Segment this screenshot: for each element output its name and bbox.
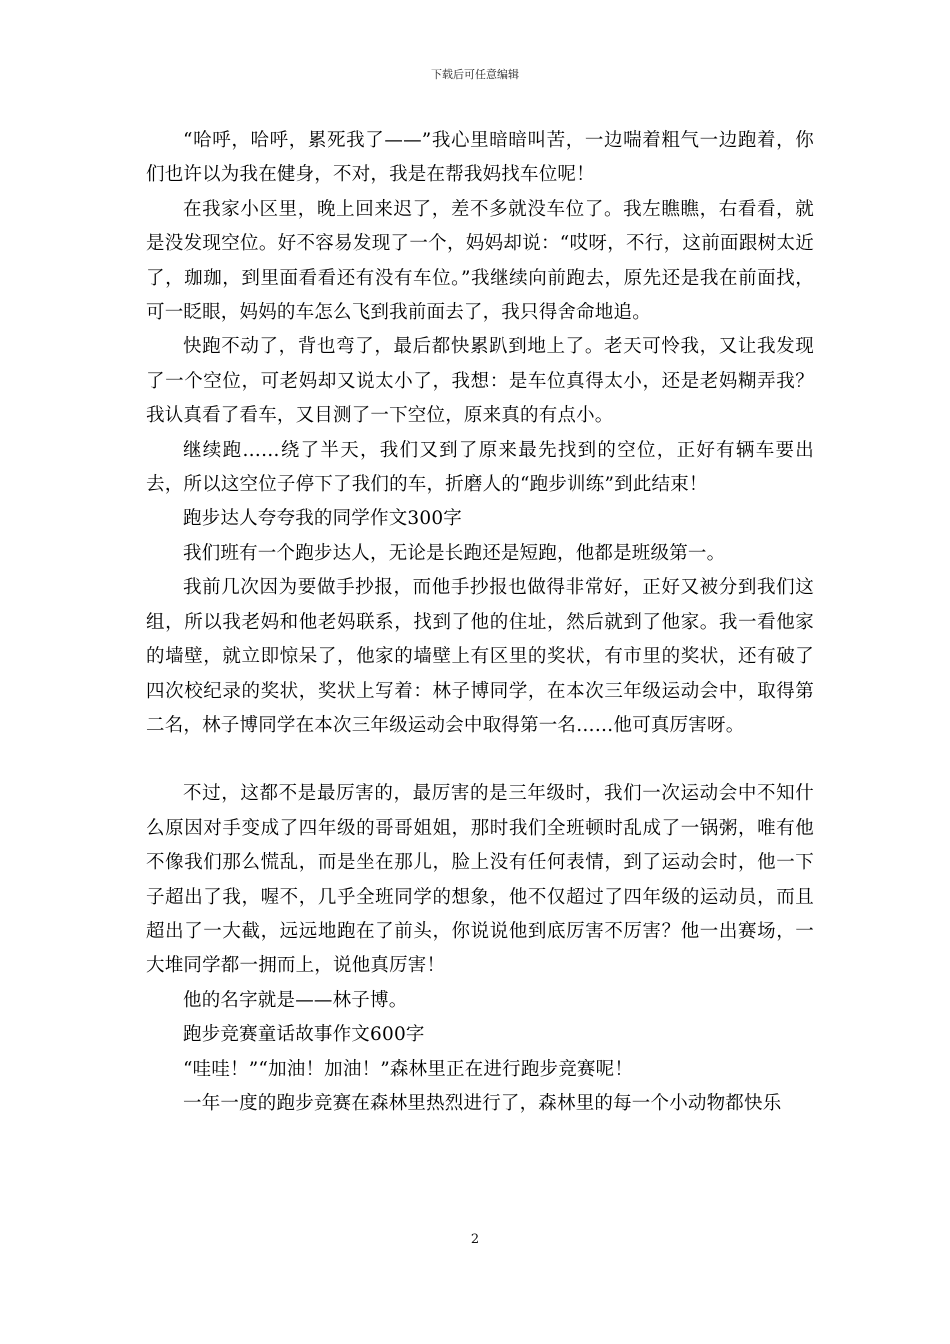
paragraph: 快跑不动了，背也弯了，最后都快累趴到地上了。老天可怜我，又让我发现了一个空位，可老妈却又说太小了，我想：是车位真得太小，还是老妈糊弄我？我认真看了看车，又目测了一下空位，原来真的有点小。 — [146, 336, 814, 427]
paragraph: 在我家小区里，晚上回来迟了，差不多就没车位了。我左瞧瞧，右看看，就是没发现空位。好不容易发现了一个，妈妈却说：“哎呀，不行，这前面跟树太近了，珈珈，到里面看看还有没有车位。”我继续向前跑去，原先还是我在前面找，可一眨眼，妈妈的车怎么飞到我前面去了，我只得舍命地追。 — [146, 198, 814, 324]
paragraph: 一年一度的跑步竞赛在森林里热烈进行了，森林里的每一个小动物都快乐 — [183, 1092, 782, 1114]
paragraph: 他的名字就是——林子博。 — [183, 989, 408, 1011]
page-header: 下载后可任意编辑 — [431, 68, 519, 81]
paragraph: 我前几次因为要做手抄报，而他手抄报也做得非常好，正好又被分到我们这组，所以我老妈和他老妈联系，找到了他的住址，然后就到了他家。我一看他家的墙壁，就立即惊呆了，他家的墙壁上有区里的奖状，有市里的奖状，还有破了四次校纪录的奖状，奖状上写着：林子博同学，在本次三年级运动会中，取得第二名，林子博同学在本次三年级运动会中取得第一名……他可真厉害呀。 — [146, 577, 814, 736]
paragraph: 继续跑……绕了半天，我们又到了原来最先找到的空位，正好有辆车要出去，所以这空位子停下了我们的车，折磨人的“跑步训练”到此结束！ — [146, 439, 814, 496]
section-title: 跑步竞赛童话故事作文600字 — [183, 1024, 425, 1046]
paragraph: “哈呼，哈呼，累死我了——”我心里暗暗叫苦，一边喘着粗气一边跑着，你们也许以为我在健身，不对，我是在帮我妈找车位呢！ — [146, 130, 814, 186]
page-number: 2 — [470, 1232, 480, 1247]
document-body — [146, 124, 814, 1121]
paragraph: 我们班有一个跑步达人，无论是长跑还是短跑，他都是班级第一。 — [183, 542, 726, 564]
paragraph: 不过，这都不是最厉害的，最厉害的是三年级时，我们一次运动会中不知什么原因对手变成了四年级的哥哥姐姐，那时我们全班顿时乱成了一锅粥，唯有他不像我们那么慌乱，而是坐在那儿，脸上没有任何表情，到了运动会时，他一下子超出了我，喔不，几乎全班同学的想象，他不仅超过了四年级的运动员，而且超出了一大截，远远地跑在了前头，你说说他到底厉害不厉害？他一出赛场，一大堆同学都一拥而上，说他真厉害！ — [146, 783, 814, 977]
section-title: 跑步达人夸夸我的同学作文300字 — [183, 508, 463, 530]
paragraph-gap — [146, 743, 814, 777]
paragraph: “哇哇！”“加油！加油！”森林里正在进行跑步竞赛呢！ — [183, 1058, 634, 1080]
